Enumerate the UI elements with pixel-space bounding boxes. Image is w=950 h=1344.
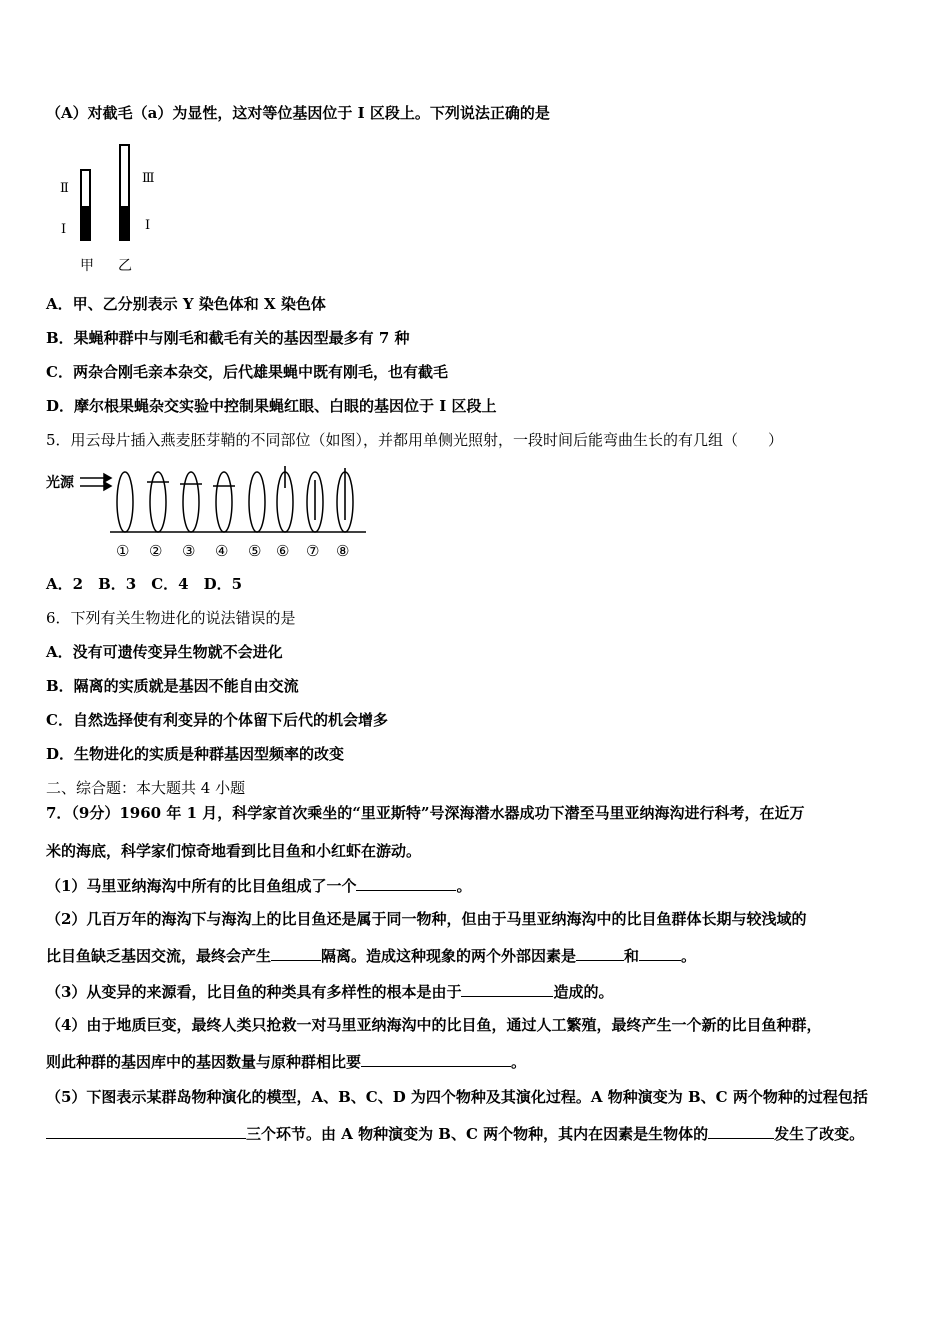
q7-intro-line2: 米的海底，科学家们惊奇地看到比目鱼和小红虾在游动。 — [46, 842, 422, 860]
q6-option-a: A．没有可遗传变异生物就不会进化 — [46, 643, 283, 661]
coleoptile-number-3: ③ — [182, 542, 196, 560]
light-source-label: 光源 — [46, 475, 74, 491]
q7-part5-text-a: 三个环节。由 A 物种演变为 B、C 两个物种，其内在因素是生物体的 — [246, 1125, 709, 1143]
coleoptile-figure — [44, 462, 374, 562]
answer-blank-5[interactable] — [461, 981, 553, 997]
chromosome-yi-segment-I — [120, 206, 129, 240]
yi-mark-III: Ⅲ — [142, 171, 155, 186]
answer-blank-2[interactable] — [271, 945, 321, 961]
jia-mark-II: Ⅱ — [60, 181, 69, 196]
q5-stem: 5．用云母片插入燕麦胚芽鞘的不同部位（如图），并都用单侧光照射，一段时间后能弯曲生长的有几组（ ） — [46, 431, 784, 449]
answer-blank-4[interactable] — [639, 945, 681, 961]
q7-part2-line2 — [46, 945, 696, 966]
answer-blank-8[interactable] — [708, 1123, 774, 1139]
q6-option-c: C．自然选择使有利变异的个体留下后代的机会增多 — [46, 711, 388, 729]
q6-option-b: B．隔离的实质就是基因不能自由交流 — [46, 677, 299, 695]
coleoptile-5 — [249, 472, 265, 532]
q7-part2-text-d: 。 — [681, 947, 697, 965]
chromosome-jia-segment-I — [81, 206, 90, 240]
q7-part1-end: 。 — [456, 877, 472, 895]
coleoptile-3 — [183, 472, 199, 532]
section-heading: 二、综合题：本大题共 4 小题 — [46, 779, 246, 797]
q7-part4-text: 则此种群的基因库中的基因数量与原种群相比要 — [46, 1053, 362, 1071]
q4-option-c: C．两杂合刚毛亲本杂交，后代雄果蝇中既有刚毛，也有截毛 — [46, 363, 448, 381]
coleoptile-number-7: ⑦ — [306, 542, 320, 560]
q7-part1 — [46, 875, 471, 896]
q4-option-d: D．摩尔根果蝇杂交实验中控制果蝇红眼、白眼的基因位于 I 区段上 — [46, 397, 497, 415]
q7-part4-line2 — [46, 1051, 526, 1072]
q6-stem: 6．下列有关生物进化的说法错误的是 — [46, 609, 296, 627]
chromosome-figure — [52, 140, 162, 280]
label-yi: 乙 — [118, 258, 132, 274]
q6-option-d: D．生物进化的实质是种群基因型频率的改变 — [46, 745, 345, 763]
q4-option-b: B．果蝇种群中与刚毛和截毛有关的基因型最多有 7 种 — [46, 329, 410, 347]
q7-part2-text-c: 和 — [624, 947, 640, 965]
answer-blank-1[interactable] — [356, 875, 456, 891]
q7-part2-text-b: 隔离。造成这种现象的两个外部因素是 — [321, 947, 577, 965]
q7-part5-text-b: 发生了改变。 — [774, 1125, 865, 1143]
coleoptile-1 — [117, 472, 133, 532]
q7-part3-text: （3）从变异的来源看，比目鱼的种类具有多样性的根本是由于 — [46, 983, 462, 1001]
coleoptile-number-8: ⑧ — [336, 542, 350, 560]
q7-part5-line2 — [46, 1123, 864, 1144]
light-arrows — [80, 474, 111, 490]
label-jia: 甲 — [80, 258, 94, 274]
q5-options: A．2 B．3 C．4 D．5 — [46, 575, 243, 593]
answer-blank-7[interactable] — [46, 1123, 246, 1139]
coleoptile-2 — [150, 472, 166, 532]
coleoptile-4 — [216, 472, 232, 532]
coleoptile-number-5: ⑤ — [248, 542, 262, 560]
q7-part3-end: 造成的。 — [553, 983, 614, 1001]
coleoptile-number-4: ④ — [215, 542, 229, 560]
jia-mark-I: I — [61, 222, 67, 237]
answer-blank-3[interactable] — [576, 945, 624, 961]
q4-stem-tail: （A）对截毛（a）为显性，这对等位基因位于 I 区段上。下列说法正确的是 — [46, 104, 550, 122]
coleoptile-number-2: ② — [149, 542, 163, 560]
yi-mark-I: I — [145, 218, 151, 233]
q7-intro-line1: 7．（9分）1960 年 1 月，科学家首次乘坐的“里亚斯特”号深海潜水器成功下潜至马里亚纳海沟进行科考，在近万 — [46, 804, 805, 822]
q7-part5-line1: （5）下图表示某群岛物种演化的模型，A、B、C、D 为四个物种及其演化过程。A 物种演变为 B、C 两个物种的过程包括 — [46, 1088, 868, 1106]
q7-part1-text: （1）马里亚纳海沟中所有的比目鱼组成了一个 — [46, 877, 357, 895]
coleoptile-number-6: ⑥ — [276, 542, 290, 560]
q4-option-a: A．甲、乙分别表示 Y 染色体和 X 染色体 — [46, 295, 326, 313]
q7-part4-end: 。 — [511, 1053, 527, 1071]
coleoptile-number-1: ① — [116, 542, 130, 560]
q7-part2-line1: （2）几百万年的海沟下与海沟上的比目鱼还是属于同一物种，但由于马里亚纳海沟中的比目鱼群体长期与较浅域的 — [46, 910, 807, 928]
q7-part3 — [46, 981, 613, 1002]
q7-part4-line1: （4）由于地质巨变，最终人类只抢救一对马里亚纳海沟中的比目鱼，通过人工繁殖，最终产生一个新的比目鱼种群， — [46, 1016, 822, 1034]
q7-part2-text-a: 比目鱼缺乏基因交流，最终会产生 — [46, 947, 272, 965]
answer-blank-6[interactable] — [361, 1051, 511, 1067]
